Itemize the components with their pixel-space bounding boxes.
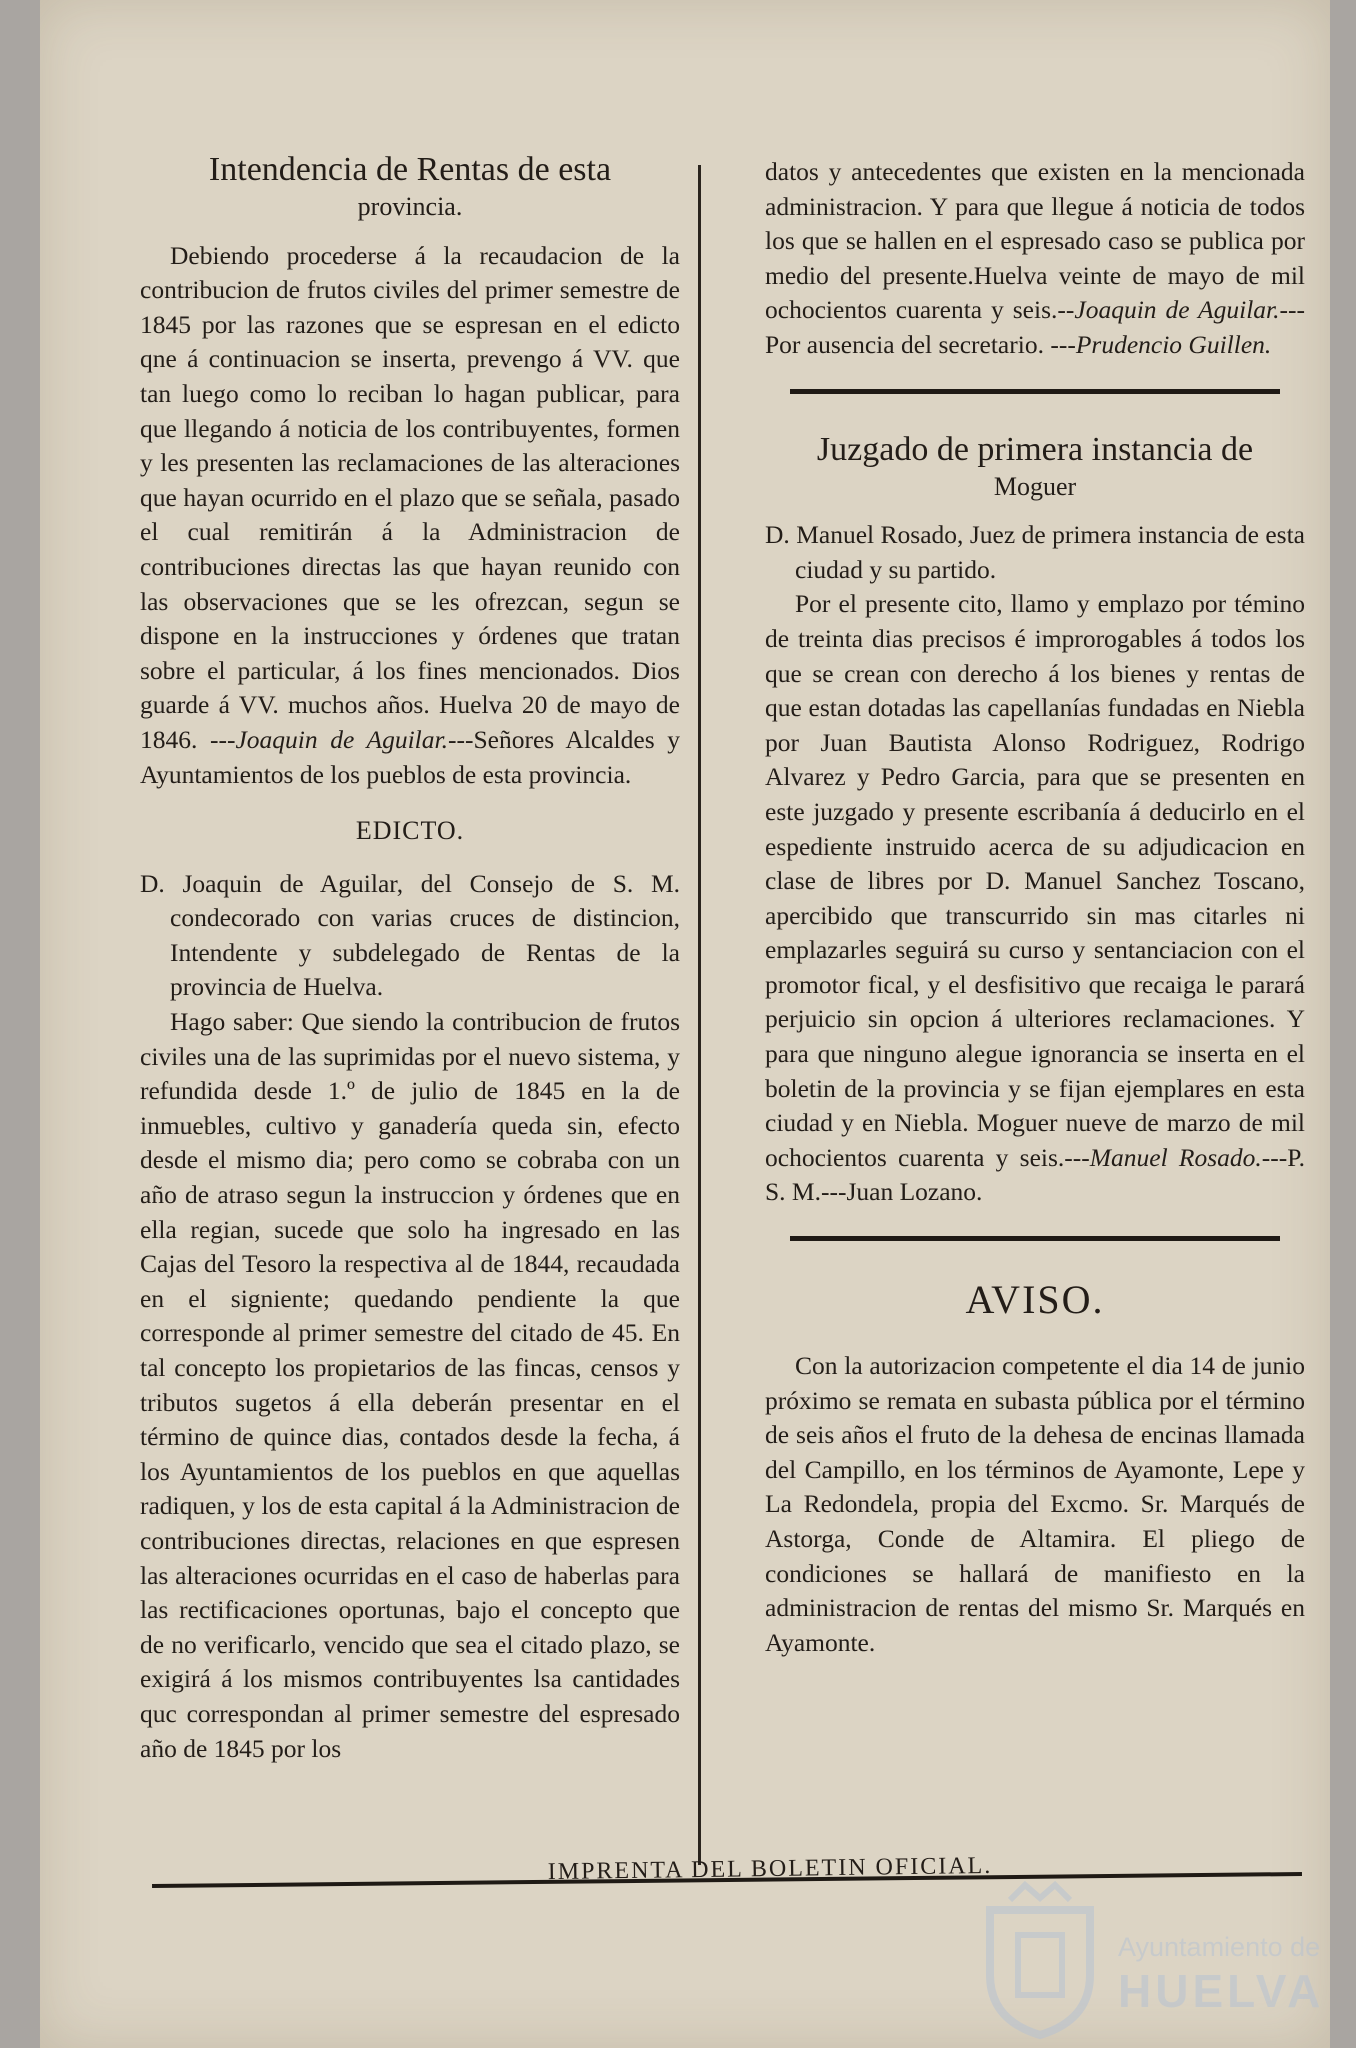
coat-of-arms-icon <box>970 1880 1110 2040</box>
section-rule <box>790 1236 1280 1241</box>
juzgado-body: Por el presente cito, llamo y emplazo por témino de treinta dias precisos é improrogables á todos los que se crean con derecho á los bienes y rentas de que estan dotadas las capellanías fundadas en Niebla por Juan Bautista Alonso Rodriguez, Rodrigo Alvarez y Pedro Garcia, para que se presenten en este juzgado y presente escribanía á deducirlo en el espediente instruido acerca de su adjudicacion en clase de libres por D. Manuel Sanchez Toscano, apercibido que transcurrido sin mas citarles ni emplazarles seguirá su curso y sentanciacion con el promotor fical, y el desfisitivo que recaiga le parará perjuicio sin opcion á ulteriores reclamaciones. Y para que ninguno alegue ignorancia se inserta en el boletin de la provincia y se fijan ejemplares en esta ciudad y en Niebla. Moguer nueve de marzo de mil ochocientos cuarenta y seis.---Manuel Rosado.---P. S. M.---Juan Lozano. <box>765 589 1305 1207</box>
intendencia-subtitle: provincia. <box>357 192 463 221</box>
edicto-header: D. Joaquin de Aguilar, del Consejo de S. M. condecorado con varias cruces de distincion, Intendente y subdelegado de Rentas de la provincia de Huelva. <box>140 868 680 1002</box>
newspaper-page <box>40 0 1330 2048</box>
imprenta-footer: IMPRENTA DEL BOLETIN OFICIAL. <box>547 1852 993 1886</box>
juzgado-clerk: ---P. S. M.---Juan Lozano. <box>765 1142 1305 1207</box>
watermark-line1: Ayuntamiento de <box>1118 1932 1321 1962</box>
column-divider <box>698 165 701 1865</box>
intendencia-intro: Debiendo procederse á la recaudacion de la contribucion de frutos civiles del primer semestre de 1845 por las razones que se espresan en el edicto qne á continuacion se inserta, prevengo á VV. que tan luego como lo reciban lo hagan publicar, para que llegando á noticia de los contribuyentes, formen y les presenten las reclamaciones de las alteraciones que hayan ocurrido en el plazo que se señala, pasado el cual remitirán á la Administracion de contribuciones directas las que hayan reunido con las observaciones que se les ofrezcan, segun se dispone en la instrucciones y órdenes que tratan sobre el particular, á los fines mencionados. Dios guarde á VV. muchos años. Huelva 20 de mayo de 1846. ---Joaquin de Aguilar.---Señores Alcaldes y Ayuntamientos de los pueblos de esta provincia. <box>140 240 681 789</box>
left-column <box>140 150 680 1766</box>
cont-signature: --Joaquin de Aguilar. <box>1057 295 1280 325</box>
huelva-watermark <box>970 1880 1356 2040</box>
edicto-continuation: datos y antecedentes que existen en la mencionada administracion. Y para que llegue á noticia de todos los que se hallen en el espresado caso se publica por medio del presente.Huelva veinte de mayo de mil ochocientos cuarenta y seis.--Joaquin de Aguilar.---Por ausencia del secretario. ---Prudencio Guillen. <box>765 157 1305 359</box>
intro-addressees: ---Señores Alcaldes y Ayuntamientos de los pueblos de esta provincia. <box>140 724 681 789</box>
edicto-heading: EDICTO. <box>355 816 465 846</box>
edicto-body: Hago saber: Que siendo la contribucion de frutos civiles una de las suprimidas por el nuevo sistema, y refundida desde 1.º de julio de 1845 en la de inmuebles, cultivo y ganadería queda sin, efecto desde el mismo dia; pero como se cobraba con un año de atraso segun la instruccion y órdenes que en ella regian, sucede que solo ha ingresado en las Cajas del Tesoro la respectiva al de 1844, recaudada en el signiente; quedando pendiente la que corresponde al primer semestre del citado de 45. En tal concepto los propietarios de las fincas, censos y tributos sugetos á ella deberán presentar en el término de quince dias, contados desde la fecha, á los Ayuntamientos de los pueblos en que aquellas radiquen, y los de esta capital á la Administracion de contribuciones directas, relaciones en que espresen las alteraciones ocurridas en el caso de haberlas para las rectificaciones oportunas, bajo el concepto que de no verificarlo, vencido que sea el citado plazo, se exigirá á los mismos contribuyentes lsa cantidades quc correspondan al primer semestre del espresado año de 1845 por los <box>140 1007 680 1763</box>
juzgado-title: Juzgado de primera instancia de <box>816 430 1254 468</box>
aviso-heading: AVISO. <box>965 1277 1105 1323</box>
section-rule <box>790 389 1280 394</box>
juzgado-header: D. Manuel Rosado, Juez de primera instancia de esta ciudad y su partido. <box>765 520 1305 584</box>
watermark-line2: HUELVA <box>1118 1965 1325 2017</box>
juzgado-subtitle: Moguer <box>993 471 1077 501</box>
cont-secretary-note: ---Por ausencia del secretario. <box>765 295 1305 359</box>
right-column <box>765 155 1305 1660</box>
cont-signature-secretary: ---Prudencio Guillen. <box>1050 329 1272 359</box>
juzgado-signature: ---Manuel Rosado. <box>1064 1142 1262 1172</box>
intro-signature: ---Joaquin de Aguilar. <box>210 724 448 754</box>
intendencia-title: Intendencia de Rentas de esta <box>208 151 612 188</box>
aviso-body: Con la autorizacion competente el dia 14 de junio próximo se remata en subasta pública por el término de seis años el fruto de la dehesa de encinas llamada del Campillo, en los términos de Ayamonte, Lepe y La Redondela, propia del Excmo. Sr. Marqués de Astorga, Conde de Altamira. El pliego de condiciones se hallará de manifiesto en la administracion de rentas del mismo Sr. Marqués en Ayamonte. <box>765 1351 1305 1657</box>
